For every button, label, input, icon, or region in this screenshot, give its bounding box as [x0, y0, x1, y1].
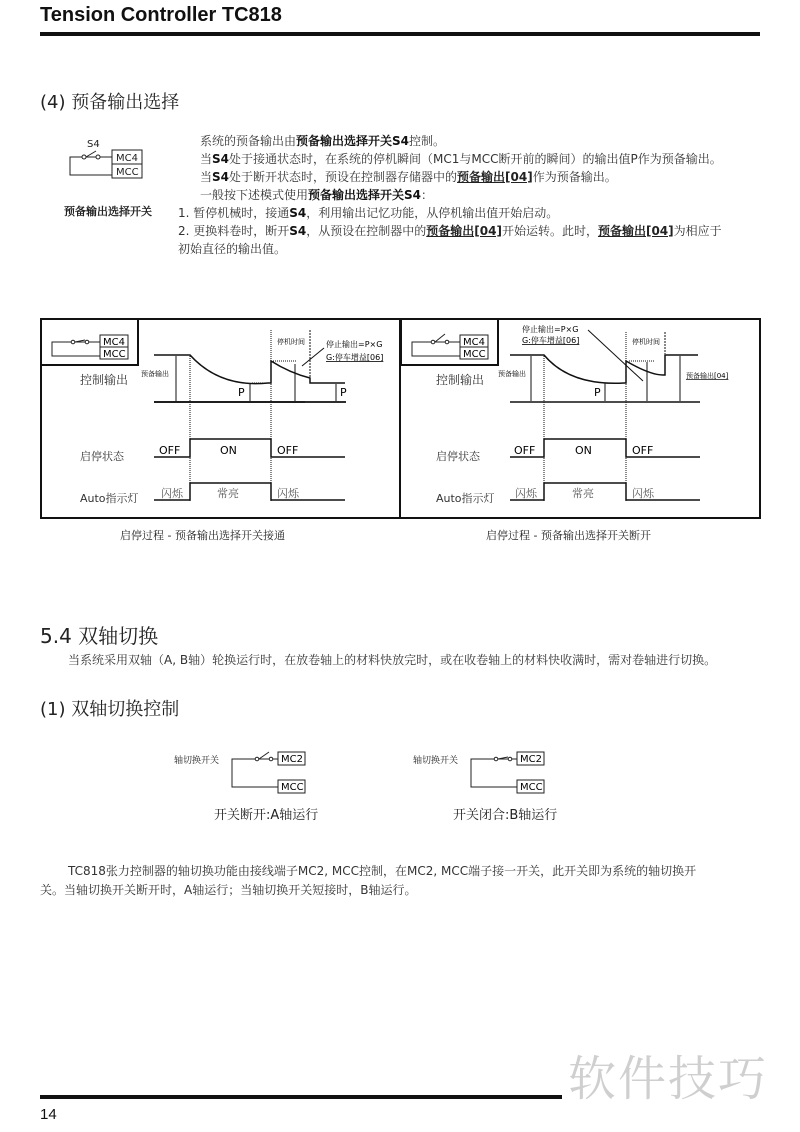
para-line-5: 1. 暂停机械时，接通S4，利用输出记忆功能，从停机输出值开始启动。 — [178, 206, 559, 220]
svg-text:闪烁: 闪烁 — [161, 487, 183, 500]
svg-text:轴切换开关: 轴切换开关 — [413, 756, 459, 766]
svg-text:P: P — [238, 386, 245, 399]
footer-rule — [40, 1095, 562, 1099]
watermark: 软件技巧 — [568, 1051, 769, 1107]
svg-text:闪烁: 闪烁 — [632, 487, 654, 500]
svg-text:MC4: MC4 — [463, 337, 485, 348]
timing-diagrams — [40, 318, 762, 520]
para-line-7: 初始直径的输出值。 — [178, 242, 287, 256]
svg-text:OFF: OFF — [159, 444, 181, 457]
para-line-6: 2. 更换料卷时，断开S4，从预设在控制器中的预备输出[04]开始运转。此时，预备输出[04]为相应于 — [178, 224, 722, 238]
para-line-4: 一般按下述模式使用预备输出选择开关S4： — [200, 188, 434, 202]
svg-text:ON: ON — [575, 444, 592, 457]
section-heading-dual-axis: 5.4 双轴切换 — [40, 624, 159, 648]
svg-text:MCC: MCC — [520, 782, 543, 793]
svg-text:P: P — [594, 386, 601, 399]
svg-text:常亮: 常亮 — [572, 487, 594, 500]
svg-text:OFF: OFF — [632, 444, 654, 457]
svg-text:MCC: MCC — [281, 782, 304, 793]
row-label-auto-lamp: Auto指示灯 — [80, 492, 139, 505]
axis-switch-open-diagram — [170, 748, 345, 798]
svg-text:闪烁: 闪烁 — [277, 487, 299, 500]
svg-text:MCC: MCC — [116, 167, 139, 178]
para-line-3: 当S4处于断开状态时，预设在控制器存储器中的预备输出[04]作为预备输出。 — [200, 170, 617, 184]
row-label-control-output: 控制输出 — [80, 373, 129, 387]
svg-text:G:停车增益[06]: G:停车增益[06] — [326, 353, 384, 362]
svg-text:轴切换开关: 轴切换开关 — [174, 756, 220, 766]
switch-blade-icon — [86, 151, 96, 157]
svg-text:ON: ON — [220, 444, 237, 457]
section-heading-standby-output: (4) 预备输出选择 — [40, 92, 180, 113]
svg-text:MC4: MC4 — [116, 153, 138, 164]
switch-open-icon — [259, 752, 269, 759]
svg-text:停止输出=P×G: 停止输出=P×G — [522, 325, 579, 334]
svg-text:OFF: OFF — [514, 444, 536, 457]
svg-text:停机时间: 停机时间 — [632, 338, 660, 346]
caption-axis-b: 开关闭合:B轴运行 — [453, 808, 558, 823]
preset-output-label: 预备输出[04] — [686, 372, 729, 380]
svg-text:停止输出=P×G: 停止输出=P×G — [326, 340, 383, 349]
caption-axis-a: 开关断开:A轴运行 — [214, 808, 319, 823]
axis-switch-paragraph-line-1: TC818张力控制器的轴切换功能由接线端子MC2, MCC控制，在MC2, MCC端子接一开关，此开关即为系统的轴切换开 — [68, 864, 697, 878]
page-number: 14 — [40, 1106, 57, 1123]
s4-label: S4 — [87, 139, 100, 150]
section54-intro: 当系统采用双轴（A, B轴）轮换运行时，在放卷轴上的材料快放完时，或在收卷轴上的材料快收满时，需对卷轴进行切换。 — [68, 653, 717, 667]
switch-caption: 预备输出选择开关 — [64, 205, 152, 218]
svg-text:MC2: MC2 — [281, 754, 303, 765]
row-label-run-state: 启停状态 — [80, 450, 124, 463]
svg-text:MCC: MCC — [103, 349, 126, 360]
axis-switch-closed-diagram — [409, 748, 584, 798]
svg-text:闪烁: 闪烁 — [515, 487, 537, 500]
svg-text:预备输出: 预备输出 — [141, 370, 169, 378]
diagram-caption-closed: 启停过程 - 预备输出选择开关接通 — [120, 529, 285, 542]
svg-text:MC2: MC2 — [520, 754, 542, 765]
contact-icon — [82, 155, 86, 159]
svg-text:停机时间: 停机时间 — [277, 338, 305, 346]
row-label-auto-lamp: Auto指示灯 — [436, 492, 495, 505]
svg-text:常亮: 常亮 — [217, 487, 239, 500]
axis-switch-paragraph-line-2: 关。当轴切换开关断开时，A轴运行；当轴切换开关短接时，B轴运行。 — [40, 883, 417, 897]
document-title: Tension Controller TC818 — [40, 4, 282, 26]
svg-text:MCC: MCC — [463, 349, 486, 360]
svg-text:OFF: OFF — [277, 444, 299, 457]
row-label-control-output: 控制输出 — [436, 373, 485, 387]
section-heading-dual-axis-control: (1) 双轴切换控制 — [40, 699, 180, 720]
svg-text:G:停车增益[06]: G:停车增益[06] — [522, 336, 580, 345]
para-line-1: 系统的预备输出由预备输出选择开关S4控制。 — [200, 134, 446, 148]
svg-text:P: P — [340, 386, 347, 399]
header-rule — [40, 32, 760, 36]
s4-switch-diagram — [60, 135, 150, 185]
svg-text:MC4: MC4 — [103, 337, 125, 348]
svg-text:预备输出: 预备输出 — [498, 370, 526, 378]
diagram-caption-open: 启停过程 - 预备输出选择开关断开 — [486, 529, 651, 542]
row-label-run-state: 启停状态 — [436, 450, 480, 463]
para-line-2: 当S4处于接通状态时，在系统的停机瞬间（MC1与MCC断开前的瞬间）的输出值P作为预备输出。 — [200, 152, 722, 166]
